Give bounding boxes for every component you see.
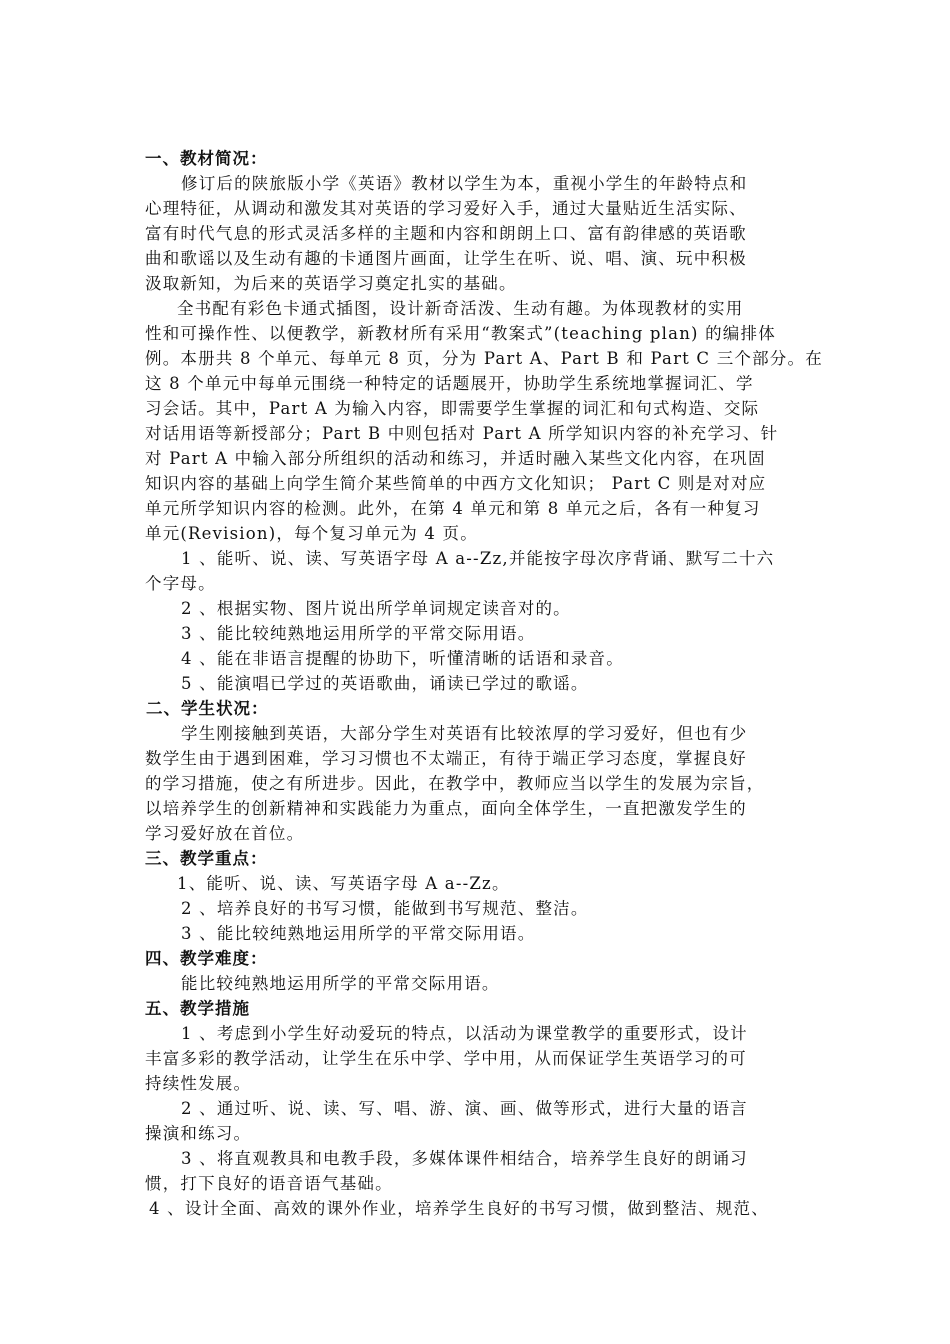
paragraph-line: 修订后的陕旅版小学《英语》教材以学生为本，重视小学生的年龄特点和 bbox=[181, 174, 748, 193]
paragraph-line: 性和可操作性、以便教学，新教材所有采用“教案式”(teaching plan) 的编排体 bbox=[145, 324, 776, 343]
paragraph-line: 单元所学知识内容的检测。此外，在第 4 单元和第 8 单元之后，各有一种复习 bbox=[145, 499, 761, 518]
paragraph-line: 全书配有彩色卡通式插图，设计新奇活泼、生动有趣。为体现教材的实用 bbox=[177, 299, 744, 318]
paragraph-line: 丰富多彩的教学活动，让学生在乐中学、学中用，从而保证学生英语学习的可 bbox=[145, 1049, 747, 1068]
paragraph-line: 1 、考虑到小学生好动爱玩的特点，以活动为课堂教学的重要形式，设计 bbox=[181, 1024, 748, 1043]
paragraph-line: 知识内容的基础上向学生简介某些简单的中西方文化知识； Part C 则是对对应 bbox=[145, 474, 767, 493]
paragraph-line: 学生刚接触到英语，大部分学生对英语有比较浓厚的学习爱好，但也有少 bbox=[181, 724, 748, 743]
paragraph-line: 心理特征，从调动和激发其对英语的学习爱好入手，通过大量贴近生活实际、 bbox=[145, 199, 747, 218]
paragraph-line: 曲和歌谣以及生动有趣的卡通图片画面，让学生在听、说、唱、演、玩中积极 bbox=[145, 249, 747, 268]
paragraph-line: 数学生由于遇到困难，学习习惯也不太端正，有待于端正学习态度，掌握良好 bbox=[145, 749, 747, 768]
paragraph-line: 对 Part A 中输入部分所组织的活动和练习，并适时融入某些文化内容，在巩固 bbox=[145, 449, 766, 468]
paragraph-line: 3 、将直观教具和电教手段，多媒体课件相结合，培养学生良好的朗诵习 bbox=[181, 1149, 748, 1168]
section-heading: 五、教学措施 bbox=[145, 999, 250, 1018]
paragraph-line: 2 、通过听、说、读、写、唱、游、演、画、做等形式，进行大量的语言 bbox=[181, 1099, 748, 1118]
paragraph-line: 个字母。 bbox=[145, 574, 216, 593]
paragraph-line: 2 、培养良好的书写习惯，能做到书写规范、整洁。 bbox=[181, 899, 589, 918]
section-heading: 一、教材简况： bbox=[145, 149, 268, 168]
paragraph-line: 2 、根据实物、图片说出所学单词规定读音对的。 bbox=[181, 599, 571, 618]
paragraph-line: 持续性发展。 bbox=[145, 1074, 252, 1093]
paragraph-line: 5 、能演唱已学过的英语歌曲，诵读已学过的歌谣。 bbox=[181, 674, 589, 693]
paragraph-line: 1、能听、说、读、写英语字母 A a--Zz。 bbox=[177, 874, 510, 893]
paragraph-line: 例。本册共 8 个单元、每单元 8 页，分为 Part A、Part B 和 Part C 三个部分。在 bbox=[145, 349, 823, 368]
paragraph-line: 3 、能比较纯熟地运用所学的平常交际用语。 bbox=[181, 924, 536, 943]
paragraph-line: 习会话。其中，Part A 为输入内容，即需要学生掌握的词汇和句式构造、交际 bbox=[145, 399, 760, 418]
paragraph-line: 以培养学生的创新精神和实践能力为重点，面向全体学生，一直把激发学生的 bbox=[145, 799, 747, 818]
paragraph-line: 操演和练习。 bbox=[145, 1124, 252, 1143]
paragraph-line: 4 、能在非语言提醒的协助下，听懂清晰的话语和录音。 bbox=[181, 649, 624, 668]
paragraph-line: 1 、能听、说、读、写英语字母 A a--Zz,并能按字母次序背诵、默写二十六 bbox=[181, 549, 775, 568]
section-heading: 四、教学难度： bbox=[145, 949, 268, 968]
paragraph-line: 汲取新知，为后来的英语学习奠定扎实的基础。 bbox=[145, 274, 517, 293]
paragraph-line: 对话用语等新授部分；Part B 中则包括对 Part A 所学知识内容的补充学习、针 bbox=[145, 424, 779, 443]
paragraph-line: 的学习措施，使之有所进步。因此，在教学中，教师应当以学生的发展为宗旨， bbox=[145, 774, 765, 793]
paragraph-line: 能比较纯熟地运用所学的平常交际用语。 bbox=[181, 974, 500, 993]
paragraph-line: 4 、设计全面、高效的课外作业，培养学生良好的书写习惯，做到整洁、规范、 bbox=[149, 1199, 769, 1218]
paragraph-line: 这 8 个单元中每单元围绕一种特定的话题展开，协助学生系统地掌握词汇、学 bbox=[145, 374, 754, 393]
document-body bbox=[145, 146, 823, 1221]
paragraph-line: 富有时代气息的形式灵活多样的主题和内容和朗朗上口、富有韵律感的英语歌 bbox=[145, 224, 747, 243]
section-heading: 二、学生状况： bbox=[146, 699, 269, 718]
paragraph-line: 单元(Revision)，每个复习单元为 4 页。 bbox=[145, 524, 478, 543]
paragraph-line: 3 、能比较纯熟地运用所学的平常交际用语。 bbox=[181, 624, 536, 643]
paragraph-line: 惯，打下良好的语音语气基础。 bbox=[145, 1174, 393, 1193]
paragraph-line: 学习爱好放在首位。 bbox=[145, 824, 305, 843]
section-heading: 三、教学重点： bbox=[145, 849, 268, 868]
